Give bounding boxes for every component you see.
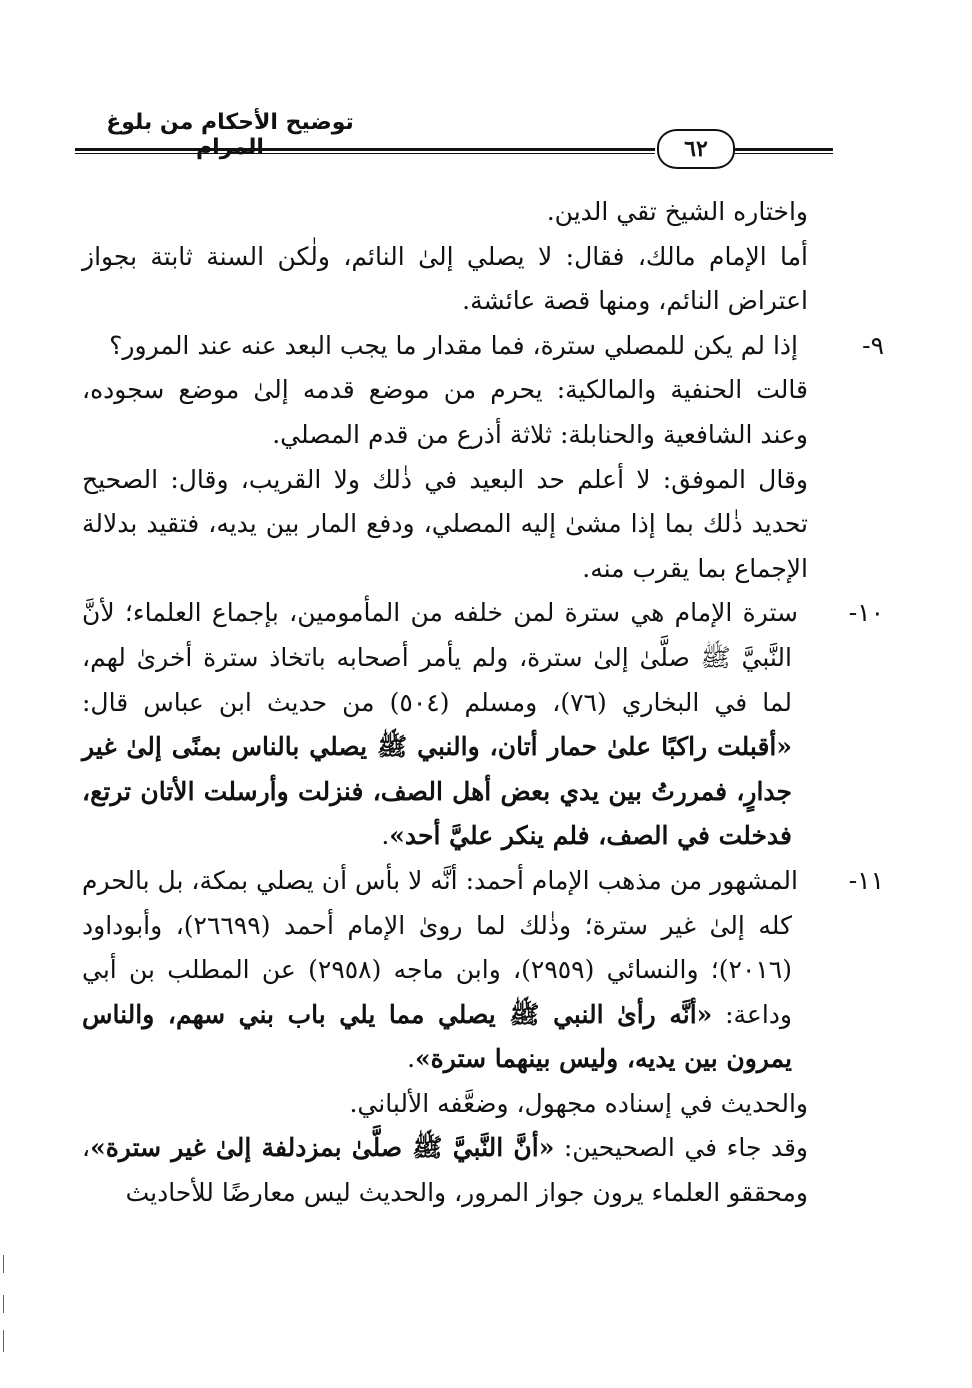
- running-header-title: توضيح الأحكام من بلوغ المرام: [106, 110, 354, 160]
- item-11-end: .: [407, 1044, 416, 1074]
- item-9-madhhab-opinions: قالت الحنفية والمالكية: يحرم من موضع قدمه إلىٰ موضع سجوده، وعند الشافعية والحنابلة: ثلاثة أذرع من قدم المصلي.: [82, 375, 808, 449]
- sahihayn-hadith-quote: «أنَّ النَّبيَّ ﷺ صلَّىٰ بمزدلفة إلىٰ غير سترة»: [90, 1133, 555, 1163]
- item-9-number: ٩-: [862, 330, 884, 360]
- page-body: [82, 190, 884, 1216]
- page-number: ٦٢: [657, 129, 735, 169]
- paragraph-hadith-weak: والحديث في إسناده مجهول، وضعَّفه الألباني.: [349, 1088, 808, 1118]
- item-9-muwaffaq-opinion: وقال الموفق: لا أعلم حد البعيد في ذٰلك ولا القريب، وقال: الصحيح تحديد ذٰلك بما إذا مشىٰ إليه المصلي، ودفع المار بين يديه، فتقيد بدلالة الإجماع بما يقرب منه.: [82, 464, 808, 583]
- paragraph-taqi-al-din: واختاره الشيخ تقي الدين.: [546, 197, 808, 226]
- item-11: [82, 859, 884, 1082]
- item-9-question: [82, 324, 884, 369]
- scan-edge-mark: [3, 1295, 4, 1313]
- item-11-hadith-quote: «أنَّه رأىٰ النبي ﷺ يصلي مما يلي باب بني سهم، والناس يمرون بين يديه، وليس بينهما سترة»: [82, 999, 792, 1074]
- item-11-number: ١١-: [848, 865, 884, 895]
- sahihayn-continuation: ، ومحققو العلماء يرون جواز المرور، والحديث ليس معارضًا للأحاديث: [82, 1133, 808, 1208]
- header-rule-right: [733, 148, 833, 154]
- item-9-question-text: إذا لم يكن للمصلي سترة، فما مقدار ما يجب البعد عنه عند المرور؟: [109, 330, 798, 360]
- item-10-end: .: [381, 821, 390, 851]
- paragraph-sahihayn: [82, 1126, 838, 1215]
- item-10-hadith-quote: «أقبلت راكبًا علىٰ حمار أتان، والنبي ﷺ يصلي بالناس بمنًى إلىٰ غير جدارٍ، فمررتُ بين يدي بعض أهل الصف، فنزلت وأرسلت الأتان ترتع، فدخلت في الصف، فلم ينكر عليَّ أحد»: [82, 732, 792, 851]
- item-10-text: سترة الإمام هي سترة لمن خلفه من المأمومين، بإجماع العلماء؛ لأنَّ النَّبيَّ ﷺ صلَّىٰ إلىٰ سترة، ولم يأمر أصحابه باتخاذ سترة أخرىٰ لهم، لما في البخاري (٧٦)، ومسلم (٥٠٤) من حديث ابن عباس قال:: [82, 598, 798, 717]
- item-10: [82, 591, 884, 859]
- paragraph-imam-malik: أما الإمام مالك، فقال: لا يصلي إلىٰ النائم، ولٰكن السنة ثابتة بجواز اعتراض النائم، ومنها قصة عائشة.: [82, 241, 808, 316]
- item-10-number: ١٠-: [848, 598, 884, 628]
- scan-edge-mark: [3, 1255, 4, 1273]
- item-11-text: المشهور من مذهب الإمام أحمد: أنَّه لا بأس أن يصلي بمكة، بل بالحرم كله إلىٰ غير سترة؛ وذٰلك لما روىٰ الإمام أحمد (٢٦٦٩٩)، وأبوداود (٢٠١٦)؛ والنسائي (٢٩٥٩)، وابن ماجه (٢٩٥٨) عن المطلب بن أبي وداعة:: [82, 865, 798, 1029]
- scan-edge-mark: [3, 1330, 4, 1352]
- sahihayn-intro: وقد جاء في الصحيحين:: [554, 1133, 809, 1163]
- header-rule-left: [75, 148, 655, 154]
